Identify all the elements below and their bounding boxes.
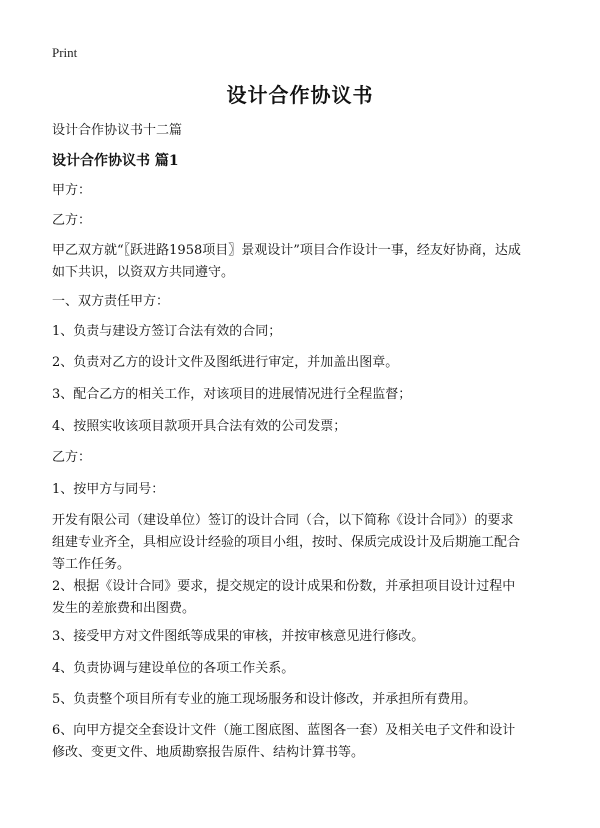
list-item: 1、负责与建设方签订合法有效的合同； — [52, 324, 282, 339]
paragraph-line: 等工作任务。 — [52, 557, 131, 572]
party-a-label: 甲方： — [52, 183, 92, 198]
intro-paragraph — [52, 240, 552, 284]
list-item — [52, 720, 552, 764]
duties-heading: 一、双方责任甲方： — [52, 294, 170, 309]
intro-line: 如下共识，以资双方共同遵守。 — [52, 265, 235, 280]
list-item: 5、负责整个项目所有专业的施工现场服务和设计修改，并承担所有费用。 — [52, 692, 477, 707]
list-item: 4、按照实收该项目款项开具合法有效的公司发票； — [52, 419, 347, 434]
party-b-label: 乙方： — [52, 213, 92, 228]
paragraph-line: 开发有限公司（建设单位）签订的设计合同（合，以下简称《设计合同》）的要求 — [52, 513, 514, 528]
document-subtitle: 设计合作协议书十二篇 — [52, 123, 183, 138]
paragraph-line: 修改、变更文件、地质勘察报告原件、结构计算书等。 — [52, 745, 365, 760]
list-item: 4、负责协调与建设单位的各项工作关系。 — [52, 661, 295, 676]
paragraph-line: 6、向甲方提交全套设计文件（施工图底图、蓝图各一套）及相关电子文件和设计 — [52, 723, 516, 738]
party-b-heading: 乙方： — [52, 450, 92, 465]
paragraph-line: 2、根据《设计合同》要求，提交规定的设计成果和份数，并承担项目设计过程中 — [52, 579, 516, 594]
list-item: 3、配合乙方的相关工作，对该项目的进展情况进行全程监督； — [52, 387, 412, 402]
list-item — [52, 576, 552, 620]
list-item: 2、负责对乙方的设计文件及图纸进行审定，并加盖出图章。 — [52, 355, 399, 370]
document-title: 设计合作协议书 — [226, 83, 374, 107]
list-item: 1、按甲方与同号： — [52, 482, 165, 497]
section-heading: 设计合作协议书 篇1 — [52, 153, 179, 169]
paragraph-line: 发生的差旅费和出图费。 — [52, 601, 196, 616]
list-item: 3、接受甲方对文件图纸等成果的审核，并按审核意见进行修改。 — [52, 629, 425, 644]
paragraph — [52, 510, 552, 576]
paragraph-line: 组建专业齐全，具相应设计经验的项目小组，按时、保质完成设计及后期施工配合 — [52, 535, 521, 550]
intro-line: 甲乙双方就“〖跃进路1958项目〗景观设计”项目合作设计一事，经友好协商，达成 — [52, 243, 521, 258]
print-link[interactable]: Print — [52, 45, 78, 60]
